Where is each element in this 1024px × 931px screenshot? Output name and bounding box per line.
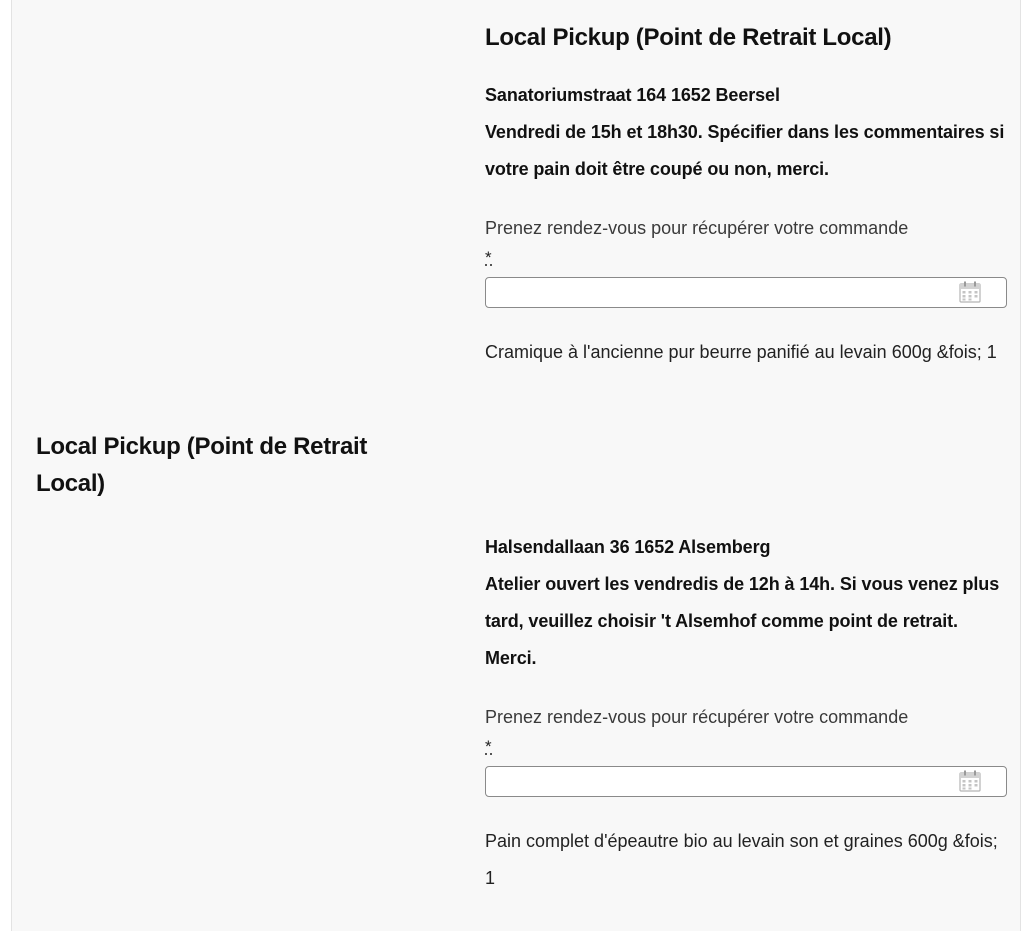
pickup-location-alsemberg — [485, 529, 1005, 897]
pickup-location-beersel — [485, 77, 1005, 371]
pickup-date-label-text: Prenez rendez-vous pour récupérer votre commande — [485, 707, 909, 727]
product-quantity: &fois; 1 — [485, 831, 998, 888]
pickup-date-label-text: Prenez rendez-vous pour récupérer votre commande — [485, 218, 909, 238]
required-marker: * — [485, 737, 492, 756]
product-name: Pain complet d'épeautre bio au levain son et graines 600g — [485, 831, 948, 851]
pickup-date-input[interactable] — [485, 277, 1007, 308]
method-title: Local Pickup (Point de Retrait Local) — [485, 24, 892, 51]
product-name: Cramique à l'ancienne pur beurre panifié au levain 600g — [485, 342, 932, 362]
package-contents — [485, 823, 1005, 897]
required-marker: * — [485, 248, 492, 267]
package-contents — [485, 334, 1005, 371]
location-address: Halsendallaan 36 1652 Alsemberg — [485, 537, 771, 557]
shipping-row-panel — [11, 0, 1021, 931]
row-label: Local Pickup (Point de Retrait Local) — [36, 433, 368, 497]
location-address: Sanatoriumstraat 164 1652 Beersel — [485, 85, 780, 105]
location-description: Vendredi de 15h et 18h30. Spécifier dans les commentaires si votre pain doit être coupé ou non, merci. — [485, 122, 1005, 179]
pickup-date-input[interactable] — [485, 766, 1007, 797]
pickup-date-label — [485, 703, 1005, 761]
calendar-icon[interactable] — [959, 770, 981, 792]
product-quantity: &fois; 1 — [936, 342, 997, 362]
pickup-date-field — [485, 277, 1007, 308]
calendar-icon[interactable] — [959, 281, 981, 303]
pickup-date-label — [485, 214, 1005, 272]
pickup-date-field — [485, 766, 1007, 797]
location-description: Atelier ouvert les vendredis de 12h à 14h. Si vous venez plus tard, veuillez choisir 't Alsemhof comme point de retrait. Merci. — [485, 574, 1000, 668]
